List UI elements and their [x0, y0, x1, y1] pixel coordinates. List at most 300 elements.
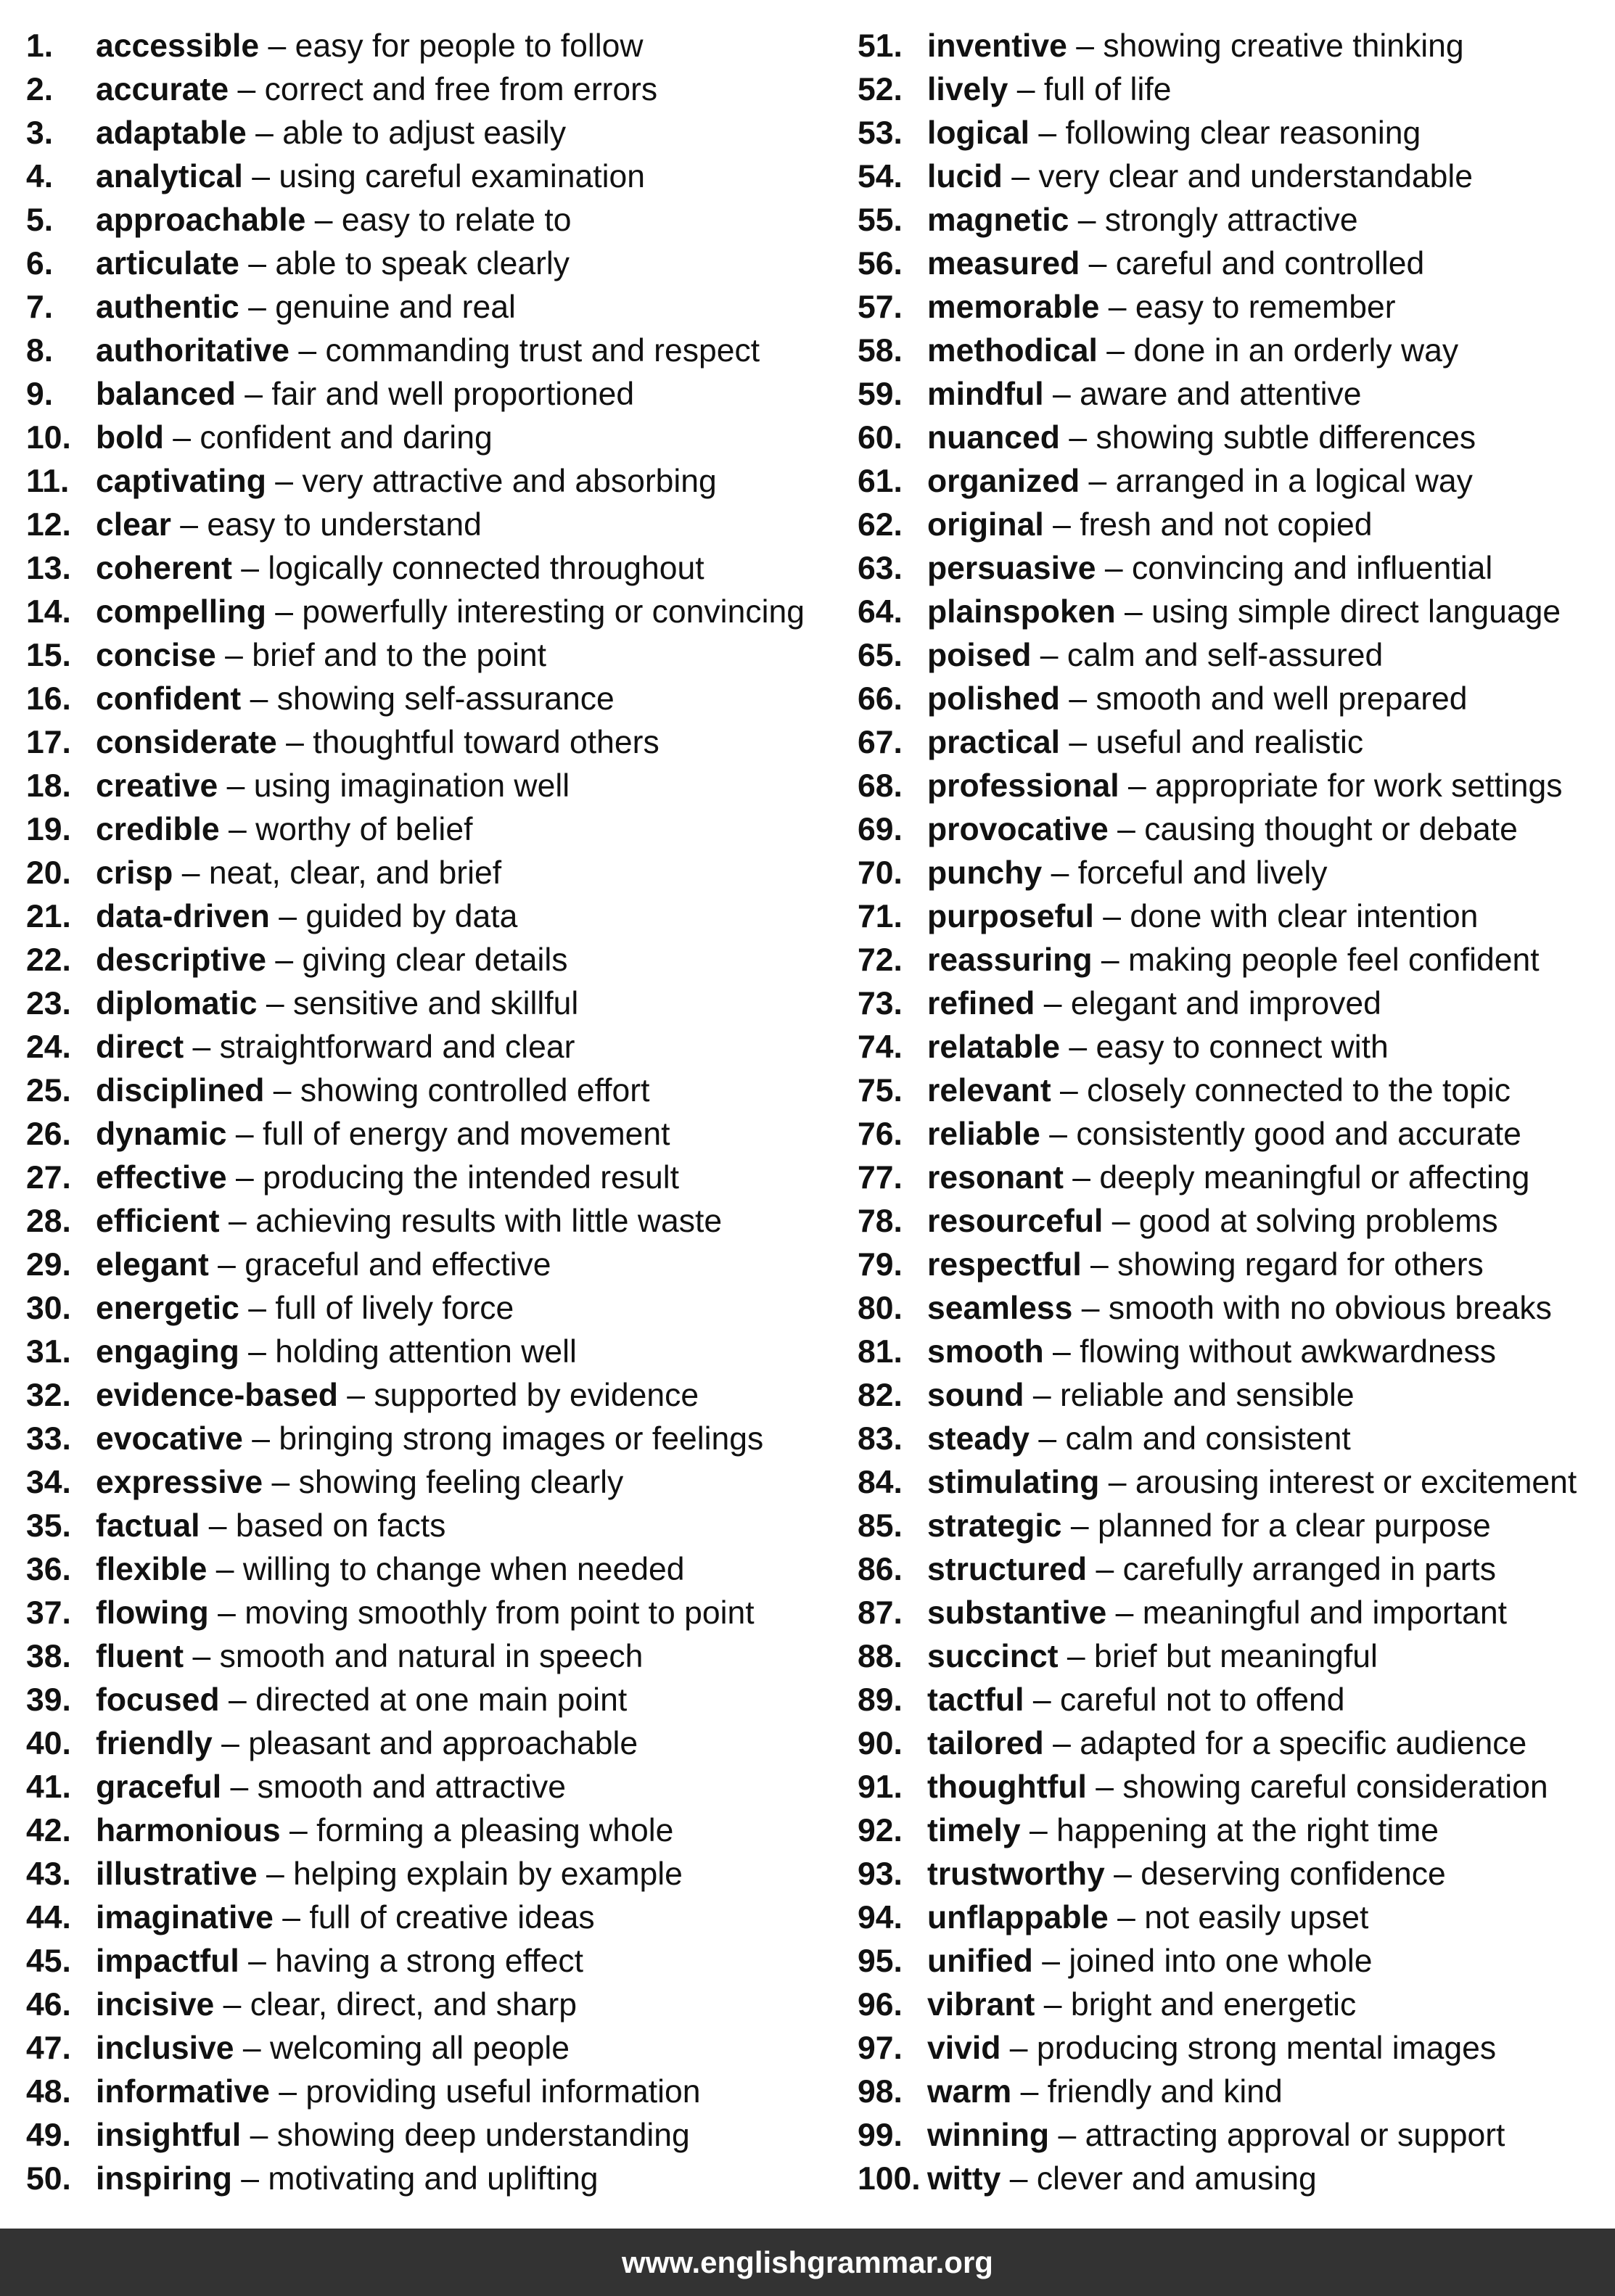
list-item — [858, 765, 1612, 808]
entry-definition: providing useful information — [305, 2074, 701, 2110]
entry-number: 1. — [26, 28, 54, 64]
entry-definition: deeply meaningful or affecting — [1099, 1160, 1530, 1196]
entry-separator: – — [1043, 1334, 1080, 1370]
entry-separator: – — [231, 551, 268, 586]
entry-definition: elegant and improved — [1070, 986, 1381, 1021]
entry-number: 25. — [26, 1073, 71, 1108]
entry-definition: producing the intended result — [263, 1160, 680, 1196]
entry-word: crisp — [96, 855, 173, 891]
entry-definition: showing careful consideration — [1122, 1769, 1548, 1805]
entry-word: sound — [927, 1378, 1024, 1413]
entry-number: 11. — [26, 464, 70, 499]
entry-separator: – — [212, 1726, 249, 1761]
list-item — [26, 286, 839, 329]
entry-separator: – — [173, 855, 209, 891]
entry-definition: flowing without awkwardness — [1080, 1334, 1497, 1370]
entry-word: tactful — [927, 1682, 1024, 1718]
list-item — [26, 1983, 839, 2027]
list-item — [858, 1243, 1612, 1287]
entry-separator: – — [214, 1987, 250, 2023]
entry-definition: careful not to offend — [1059, 1682, 1345, 1718]
entry-word: clear — [96, 507, 171, 543]
entry-separator: – — [184, 1029, 220, 1065]
list-item — [26, 242, 839, 286]
entry-definition: showing self-assurance — [276, 681, 615, 717]
entry-word: accurate — [96, 72, 229, 107]
entry-word: graceful — [96, 1769, 222, 1805]
entry-number: 82. — [858, 1378, 903, 1413]
list-item — [858, 1026, 1612, 1069]
list-item — [26, 2114, 839, 2157]
entry-word: inventive — [927, 28, 1067, 64]
entry-definition: based on facts — [235, 1508, 446, 1544]
list-item — [26, 1156, 839, 1200]
entry-separator: – — [337, 1378, 374, 1413]
entry-number: 26. — [26, 1116, 71, 1152]
entry-separator: – — [1104, 1856, 1141, 1892]
entry-number: 54. — [858, 159, 903, 194]
list-item — [26, 1200, 839, 1243]
entry-separator: – — [1000, 2030, 1037, 2066]
entry-definition: achieving results with little waste — [255, 1203, 723, 1239]
entry-separator: – — [1069, 202, 1105, 238]
entry-separator: – — [266, 942, 303, 978]
entry-number: 65. — [858, 638, 903, 673]
entry-definition: arousing interest or excitement — [1135, 1465, 1577, 1500]
entry-word: efficient — [96, 1203, 220, 1239]
entry-separator: – — [1024, 1378, 1060, 1413]
entry-separator: – — [208, 1595, 245, 1631]
entry-number: 42. — [26, 1813, 71, 1848]
entry-definition: using careful examination — [279, 159, 645, 194]
entry-word: disciplined — [96, 1073, 265, 1108]
list-item — [858, 634, 1612, 678]
entry-word: vivid — [927, 2030, 1001, 2066]
entry-definition: full of creative ideas — [309, 1900, 595, 1935]
entry-word: adaptable — [96, 115, 247, 151]
entry-definition: happening at the right time — [1056, 1813, 1439, 1848]
list-item — [26, 852, 839, 895]
entry-definition: helping explain by example — [293, 1856, 683, 1892]
entry-word: measured — [927, 246, 1080, 281]
entry-number: 27. — [26, 1160, 71, 1196]
entry-word: compelling — [96, 594, 266, 630]
entry-number: 33. — [26, 1421, 71, 1457]
entry-word: authoritative — [96, 333, 290, 369]
entry-definition: calm and consistent — [1065, 1421, 1351, 1457]
entry-number: 40. — [26, 1726, 71, 1761]
entry-number: 28. — [26, 1203, 71, 1239]
entry-number: 45. — [26, 1943, 71, 1979]
list-item — [858, 112, 1612, 155]
entry-separator: – — [289, 333, 326, 369]
entry-definition: clever and amusing — [1036, 2161, 1317, 2197]
entry-separator: – — [1058, 1639, 1095, 1674]
list-item — [858, 286, 1612, 329]
entry-word: plainspoken — [927, 594, 1116, 630]
entry-definition: meaningful and important — [1142, 1595, 1507, 1631]
list-item — [26, 1548, 839, 1592]
list-item — [858, 1417, 1612, 1461]
entry-separator: – — [1011, 2074, 1048, 2110]
entry-number: 49. — [26, 2118, 71, 2153]
list-item — [858, 1069, 1612, 1113]
entry-separator: – — [1080, 464, 1116, 499]
entry-definition: able to speak clearly — [275, 246, 570, 281]
entry-number: 69. — [858, 812, 903, 847]
entry-word: considerate — [96, 725, 277, 760]
entry-number: 81. — [858, 1334, 903, 1370]
entry-word: coherent — [96, 551, 232, 586]
entry-number: 95. — [858, 1943, 903, 1979]
entry-separator: – — [229, 72, 265, 107]
entry-word: vibrant — [927, 1987, 1035, 2023]
list-item — [858, 199, 1612, 242]
entry-definition: calm and self-assured — [1067, 638, 1384, 673]
list-item — [858, 1722, 1612, 1766]
entry-word: incisive — [96, 1987, 215, 2023]
entry-definition: making people feel confident — [1128, 942, 1540, 978]
entry-number: 78. — [858, 1203, 903, 1239]
entry-number: 56. — [858, 246, 903, 281]
entry-number: 48. — [26, 2074, 71, 2110]
list-item — [858, 1156, 1612, 1200]
entry-word: provocative — [927, 812, 1109, 847]
entry-number: 100. — [858, 2161, 921, 2197]
entry-word: friendly — [96, 1726, 213, 1761]
entry-definition: showing feeling clearly — [298, 1465, 624, 1500]
entry-separator: – — [1029, 115, 1066, 151]
entry-definition: neat, clear, and brief — [208, 855, 502, 891]
list-item — [858, 1766, 1612, 1809]
entry-definition: showing deep understanding — [276, 2118, 690, 2153]
entry-number: 64. — [858, 594, 903, 630]
entry-number: 91. — [858, 1769, 903, 1805]
entry-separator: – — [239, 1334, 276, 1370]
entry-separator: – — [1081, 1247, 1118, 1283]
entry-number: 50. — [26, 2161, 71, 2197]
entry-word: inclusive — [96, 2030, 234, 2066]
entry-number: 74. — [858, 1029, 903, 1065]
entry-number: 90. — [858, 1726, 903, 1761]
entry-separator: – — [1063, 1160, 1100, 1196]
entry-separator: – — [231, 2161, 268, 2197]
entry-separator: – — [263, 1465, 299, 1500]
entry-definition: able to adjust easily — [282, 115, 567, 151]
list-item — [858, 460, 1612, 503]
list-item — [26, 1417, 839, 1461]
entry-definition: using imagination well — [253, 768, 570, 804]
entry-definition: powerfully interesting or convincing — [302, 594, 805, 630]
entry-word: imaginative — [96, 1900, 274, 1935]
list-item — [26, 678, 839, 721]
list-item — [858, 1809, 1612, 1853]
entry-separator: – — [163, 420, 200, 456]
list-item — [858, 852, 1612, 895]
entry-separator: – — [1059, 420, 1096, 456]
entry-definition: showing controlled effort — [300, 1073, 650, 1108]
entry-word: confident — [96, 681, 242, 717]
entry-definition: full of energy and movement — [263, 1116, 670, 1152]
entry-number: 66. — [858, 681, 903, 717]
entry-word: memorable — [927, 289, 1100, 325]
list-item — [858, 155, 1612, 199]
entry-number: 18. — [26, 768, 71, 804]
list-item — [26, 2027, 839, 2070]
entry-word: winning — [927, 2118, 1050, 2153]
entry-word: evidence-based — [96, 1378, 338, 1413]
entry-number: 88. — [858, 1639, 903, 1674]
entry-number: 38. — [26, 1639, 71, 1674]
entry-word: balanced — [96, 377, 236, 412]
entry-separator: – — [1030, 1421, 1066, 1457]
entry-word: elegant — [96, 1247, 209, 1283]
entry-separator: – — [276, 725, 313, 760]
list-item — [858, 2070, 1612, 2114]
entry-separator: – — [226, 1116, 263, 1152]
entry-separator: – — [1031, 638, 1067, 673]
entry-separator: – — [235, 377, 272, 412]
entry-separator: – — [170, 507, 207, 543]
entry-definition: correct and free from errors — [264, 72, 658, 107]
entry-number: 9. — [26, 377, 54, 412]
entry-separator: – — [259, 28, 295, 64]
entry-separator: – — [1108, 812, 1145, 847]
entry-separator: – — [1024, 1682, 1060, 1718]
entry-separator: – — [219, 812, 256, 847]
entry-separator: – — [1099, 1465, 1135, 1500]
entry-separator: – — [208, 1247, 245, 1283]
entry-definition: following clear reasoning — [1065, 115, 1421, 151]
entry-definition: useful and realistic — [1096, 725, 1364, 760]
entry-word: insightful — [96, 2118, 242, 2153]
entry-definition: thoughtful toward others — [313, 725, 659, 760]
entry-number: 23. — [26, 986, 71, 1021]
entry-word: flexible — [96, 1552, 207, 1587]
entry-word: poised — [927, 638, 1032, 673]
entry-number: 39. — [26, 1682, 71, 1718]
list-item — [26, 199, 839, 242]
footer-website-link[interactable]: www.englishgrammar.org — [622, 2245, 993, 2279]
entry-word: unflappable — [927, 1900, 1109, 1935]
list-item — [26, 808, 839, 852]
entry-word: smooth — [927, 1334, 1044, 1370]
entry-definition: consistently good and accurate — [1076, 1116, 1521, 1152]
entry-separator: – — [264, 1073, 300, 1108]
entry-definition: logically connected throughout — [268, 551, 704, 586]
entry-definition: strongly attractive — [1104, 202, 1358, 238]
entry-number: 12. — [26, 507, 71, 543]
list-item — [858, 1505, 1612, 1548]
entry-word: refined — [927, 986, 1035, 1021]
entry-definition: not easily upset — [1144, 1900, 1369, 1935]
entry-definition: using simple direct language — [1151, 594, 1561, 630]
entry-definition: bright and energetic — [1070, 1987, 1357, 2023]
entry-definition: moving smoothly from point to point — [244, 1595, 755, 1631]
entry-number: 58. — [858, 333, 903, 369]
entry-definition: supported by evidence — [374, 1378, 699, 1413]
entry-definition: pleasant and approachable — [248, 1726, 638, 1761]
entry-definition: causing thought or debate — [1144, 812, 1518, 847]
entry-definition: motivating and uplifting — [268, 2161, 599, 2197]
entry-word: approachable — [96, 202, 306, 238]
entry-number: 41. — [26, 1769, 71, 1805]
entry-separator: – — [226, 1160, 263, 1196]
list-item — [26, 1679, 839, 1722]
entry-number: 24. — [26, 1029, 71, 1065]
entry-definition: willing to change when needed — [242, 1552, 685, 1587]
entry-separator: – — [1020, 1813, 1057, 1848]
entry-number: 63. — [858, 551, 903, 586]
entry-number: 89. — [858, 1682, 903, 1718]
list-item — [26, 591, 839, 634]
list-item — [858, 808, 1612, 852]
entry-word: effective — [96, 1160, 227, 1196]
entry-word: polished — [927, 681, 1060, 717]
entry-word: unified — [927, 1943, 1033, 1979]
list-item — [26, 1069, 839, 1113]
list-item — [26, 982, 839, 1026]
list-item — [26, 1635, 839, 1679]
list-item — [858, 1113, 1612, 1156]
list-item — [26, 1505, 839, 1548]
entry-word: expressive — [96, 1465, 263, 1500]
entry-definition: showing subtle differences — [1096, 420, 1476, 456]
list-item — [26, 1113, 839, 1156]
list-item — [26, 1374, 839, 1417]
list-item — [858, 1853, 1612, 1896]
entry-word: practical — [927, 725, 1061, 760]
list-item — [858, 329, 1612, 373]
entry-separator: – — [1060, 1029, 1096, 1065]
list-item — [858, 591, 1612, 634]
list-item — [26, 939, 839, 982]
entry-definition: full of life — [1043, 72, 1172, 107]
entry-separator: – — [1002, 159, 1039, 194]
list-item — [26, 416, 839, 460]
list-item — [858, 68, 1612, 112]
entry-separator: – — [305, 202, 342, 238]
entry-definition: welcoming all people — [269, 2030, 570, 2066]
entry-definition: reliable and sensible — [1059, 1378, 1355, 1413]
word-list-column-left — [26, 25, 839, 2201]
entry-separator: – — [1115, 594, 1152, 630]
entry-separator: – — [1059, 681, 1096, 717]
entry-definition: graceful and effective — [244, 1247, 551, 1283]
list-item — [26, 765, 839, 808]
entry-definition: full of lively force — [275, 1291, 514, 1326]
word-list — [0, 25, 1615, 2201]
entry-separator: – — [1093, 899, 1130, 934]
list-item — [858, 982, 1612, 1026]
list-item — [858, 939, 1612, 982]
entry-word: thoughtful — [927, 1769, 1087, 1805]
entry-definition: good at solving problems — [1138, 1203, 1498, 1239]
entry-number: 37. — [26, 1595, 71, 1631]
entry-definition: clear, direct, and sharp — [250, 1987, 577, 2023]
entry-number: 2. — [26, 72, 54, 107]
entry-word: flowing — [96, 1595, 209, 1631]
entry-definition: producing strong mental images — [1036, 2030, 1497, 2066]
entry-number: 67. — [858, 725, 903, 760]
entry-number: 46. — [26, 1987, 71, 2023]
list-item — [26, 503, 839, 547]
entry-separator: – — [257, 986, 294, 1021]
entry-definition: friendly and kind — [1047, 2074, 1283, 2110]
list-item — [858, 1200, 1612, 1243]
entry-number: 47. — [26, 2030, 71, 2066]
entry-number: 62. — [858, 507, 903, 543]
list-item — [26, 1461, 839, 1505]
entry-number: 43. — [26, 1856, 71, 1892]
list-item — [26, 1243, 839, 1287]
entry-word: lively — [927, 72, 1008, 107]
entry-definition: forceful and lively — [1077, 855, 1328, 891]
entry-number: 85. — [858, 1508, 903, 1544]
entry-number: 76. — [858, 1116, 903, 1152]
entry-word: direct — [96, 1029, 184, 1065]
entry-word: seamless — [927, 1291, 1073, 1326]
entry-number: 70. — [858, 855, 903, 891]
entry-separator: – — [266, 464, 303, 499]
entry-separator: – — [215, 638, 252, 673]
entry-definition: convincing and influential — [1132, 551, 1493, 586]
entry-separator: – — [184, 1639, 220, 1674]
entry-word: steady — [927, 1421, 1030, 1457]
list-item — [858, 1592, 1612, 1635]
entry-separator: – — [1035, 1987, 1071, 2023]
entry-number: 75. — [858, 1073, 903, 1108]
entry-word: fluent — [96, 1639, 184, 1674]
entry-word: engaging — [96, 1334, 239, 1370]
entry-word: trustworthy — [927, 1856, 1105, 1892]
footer-banner — [0, 2229, 1615, 2296]
list-item — [858, 2157, 1612, 2201]
list-item — [26, 1940, 839, 1983]
entry-separator: – — [1067, 28, 1104, 64]
entry-number: 53. — [858, 115, 903, 151]
entry-definition: aware and attentive — [1080, 377, 1362, 412]
entry-separator: – — [207, 1552, 243, 1587]
entry-definition: easy for people to follow — [295, 28, 644, 64]
entry-separator: – — [257, 1856, 294, 1892]
entry-separator: – — [1106, 1595, 1143, 1631]
entry-number: 72. — [858, 942, 903, 978]
entry-number: 84. — [858, 1465, 903, 1500]
entry-number: 35. — [26, 1508, 71, 1544]
entry-word: professional — [927, 768, 1119, 804]
entry-separator: – — [239, 1943, 276, 1979]
entry-definition: easy to connect with — [1096, 1029, 1389, 1065]
entry-word: persuasive — [927, 551, 1096, 586]
entry-number: 30. — [26, 1291, 71, 1326]
entry-number: 31. — [26, 1334, 71, 1370]
entry-separator: – — [246, 115, 283, 151]
entry-number: 87. — [858, 1595, 903, 1631]
entry-word: magnetic — [927, 202, 1069, 238]
entry-word: punchy — [927, 855, 1043, 891]
entry-word: resonant — [927, 1160, 1064, 1196]
list-item — [26, 112, 839, 155]
entry-number: 83. — [858, 1421, 903, 1457]
entry-word: bold — [96, 420, 164, 456]
entry-word: analytical — [96, 159, 243, 194]
list-item — [858, 2027, 1612, 2070]
entry-separator: – — [269, 899, 306, 934]
entry-separator: – — [1092, 942, 1129, 978]
entry-word: captivating — [96, 464, 266, 499]
entry-separator: – — [1086, 1769, 1123, 1805]
